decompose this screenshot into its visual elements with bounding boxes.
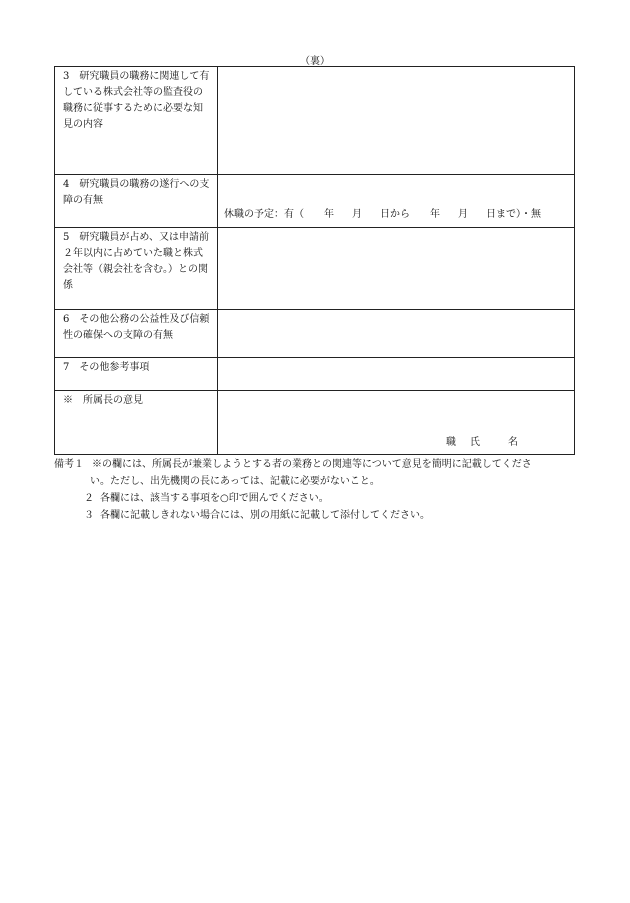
row-label-3-text: 3 研究職員の職務に関連して有している株式会社等の監査役の職務に従事するために必要な知見の内容: [63, 71, 210, 130]
row-label-7-text: 7 その他参考事項: [63, 362, 150, 373]
signature-mei: 名: [508, 437, 518, 448]
row-label-manager: [55, 391, 218, 455]
remark-2-number: ２: [84, 493, 94, 504]
table-row: [55, 175, 575, 228]
remark-1: [54, 456, 584, 473]
table-row: [55, 310, 575, 358]
row-label-3: [55, 67, 218, 175]
remarks-head: 備考１: [54, 459, 84, 470]
absence-day-from: 日から: [380, 209, 410, 220]
row-label-7: [55, 358, 218, 391]
remark-3: [54, 507, 584, 524]
signature-shi: 氏: [470, 437, 480, 448]
absence-plan-line: [224, 207, 570, 223]
absence-year2: 年: [430, 209, 440, 220]
absence-year1: 年: [324, 209, 334, 220]
table-row: [55, 67, 575, 175]
row-label-5-text: 5 研究職員が占め、又は申請前２年以内に占めていた職と株式会社等（親会社を含む。）との関係: [63, 232, 209, 291]
remark-1-line2: い。ただし、出先機関の長にあっては、記載に必要がないこと。: [90, 476, 380, 487]
table-row: [55, 358, 575, 391]
manager-signature: [446, 435, 518, 451]
remark-1-cont: [54, 473, 584, 490]
remark-3-text: 各欄に記載しきれない場合には、別の用紙に記載して添付してください。: [100, 510, 430, 521]
absence-day-until: 日まで）・無: [486, 209, 541, 220]
row-label-6-text: 6 その他公務の公益性及び信頼性の確保への支障の有無: [63, 314, 210, 341]
remark-1-line1: ※の欄には、所属長が兼業しようとする者の業務との関連等について意見を簡明に記載してくださ: [92, 459, 532, 470]
row-value-4[interactable]: [218, 175, 575, 228]
table-row: [55, 391, 575, 455]
remarks: [54, 456, 584, 524]
row-label-manager-text: ※ 所属長の意見: [63, 395, 143, 406]
remark-3-number: ３: [84, 510, 94, 521]
signature-shoku: 職: [446, 437, 456, 448]
row-value-7[interactable]: [218, 358, 575, 391]
row-value-5[interactable]: [218, 228, 575, 310]
row-value-manager[interactable]: [218, 391, 575, 455]
absence-month2: 月: [458, 209, 468, 220]
absence-month1: 月: [352, 209, 362, 220]
table-row: [55, 228, 575, 310]
application-form-table: [54, 66, 575, 455]
row-value-3[interactable]: [218, 67, 575, 175]
row-label-6: [55, 310, 218, 358]
row-label-4-text: 4 研究職員の職務の遂行への支障の有無: [63, 179, 210, 206]
remark-2: [54, 490, 584, 507]
row-label-5: [55, 228, 218, 310]
row-label-4: [55, 175, 218, 228]
absence-prefix: 休職の予定：有（: [224, 209, 304, 220]
remark-2-text: 各欄には、該当する事項を○印で囲んでください。: [100, 493, 329, 504]
row-value-6[interactable]: [218, 310, 575, 358]
page-side-label: （裏）: [300, 56, 330, 67]
